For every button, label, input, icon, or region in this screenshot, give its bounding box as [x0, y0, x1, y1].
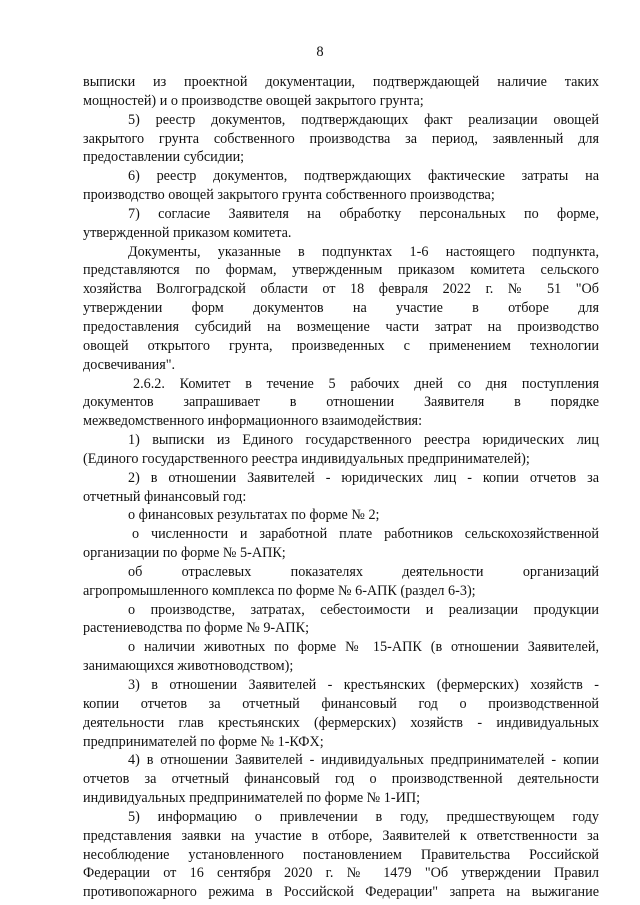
page-number: 8: [316, 44, 324, 60]
text-line: 5) реестр документов, подтверждающих факт реализации овощей: [128, 111, 599, 128]
text-line: противопожарного режима в Российской Федерации" запрета на выжигание: [83, 884, 599, 901]
text-line: производство овощей закрытого грунта собственного производства;: [83, 187, 495, 204]
text-line: агропромышленного комплекса по форме № 6-АПК (раздел 6-3);: [83, 582, 476, 599]
text-line: отчетов за отчетный финансовый год о производственной деятельности: [83, 771, 599, 788]
text-line: утвержденной приказом комитета.: [83, 224, 292, 241]
text-line: 4) в отношении Заявителей - индивидуальных предпринимателей - копии: [128, 752, 599, 769]
text-line: закрытого грунта собственного производства за период, заявленный для: [83, 130, 599, 147]
text-line: о численности и заработной плате работников сельскохозяйственной: [132, 526, 599, 543]
text-line: о производстве, затратах, себестоимости и реализации продукции: [128, 601, 599, 618]
text-line: представляются по формам, утвержденным приказом комитета сельского: [83, 262, 599, 279]
text-line: 3) в отношении Заявителей - крестьянских (фермерских) хозяйств -: [128, 677, 599, 693]
text-line: организации по форме № 5-АПК;: [83, 545, 286, 562]
text-line: межведомственного информационного взаимодействия:: [83, 413, 423, 430]
text-line: Федерации от 16 сентября 2020 г. № 1479 "Об утверждении Правил: [83, 865, 599, 882]
text-line: об отраслевых показателях деятельности организаций: [128, 563, 599, 580]
text-line: выписки из проектной документации, подтверждающей наличие таких: [83, 74, 599, 90]
text-line: овощей открытого грунта, произведенных с применением технологии: [83, 337, 599, 354]
text-line: мощностей) и о производстве овощей закрытого грунта;: [83, 92, 424, 109]
text-line: (Единого государственного реестра индивидуальных предпринимателей);: [83, 450, 530, 467]
text-line: несоблюдение установленного постановлением Правительства Российской: [83, 846, 599, 863]
text-line: Документы, указанные в подпунктах 1-6 настоящего подпункта,: [128, 243, 599, 260]
text-line: занимающихся животноводством);: [83, 658, 294, 675]
text-line: 1) выписки из Единого государственного реестра юридических лиц: [128, 432, 599, 449]
text-line: 2.6.2. Комитет в течение 5 рабочих дней со дня поступления: [133, 375, 599, 392]
text-line: утверждении форм документов на участие в отборе для: [83, 300, 599, 317]
document-body: [83, 73, 599, 902]
text-line: отчетный финансовый год:: [83, 488, 247, 505]
text-line: 7) согласие Заявителя на обработку персональных по форме,: [128, 205, 599, 222]
text-line: представления заявки на участие в отборе, Заявителей к ответственности за: [83, 827, 599, 844]
text-line: документов запрашивает в отношении Заявителя в порядке: [83, 394, 599, 411]
text-line: предоставлении субсидии;: [83, 149, 245, 166]
text-line: предоставления субсидий на возмещение части затрат на производство: [83, 318, 599, 335]
text-line: хозяйства Волгоградской области от 18 февраля 2022 г. № 51 "Об: [83, 281, 599, 298]
text-line: копии отчетов за отчетный финансовый год о производственной: [83, 695, 599, 712]
text-line: деятельности глав крестьянских (фермерских) хозяйств - индивидуальных: [83, 714, 599, 731]
text-line: индивидуальных предпринимателей по форме № 1-ИП;: [83, 790, 421, 807]
text-line: 5) информацию о привлечении в году, предшествующем году: [128, 808, 599, 825]
text-line: о наличии животных по форме № 15-АПК (в отношении Заявителей,: [128, 639, 599, 656]
text-line: о финансовых результатах по форме № 2;: [128, 507, 380, 524]
text-line: досвечивания".: [83, 356, 176, 373]
text-line: предпринимателей по форме № 1-КФХ;: [83, 733, 324, 750]
text-line: 6) реестр документов, подтверждающих фактические затраты на: [128, 168, 599, 185]
text-line: растениеводства по форме № 9-АПК;: [83, 620, 310, 637]
text-line: 2) в отношении Заявителей - юридических лиц - копии отчетов за: [128, 469, 599, 486]
